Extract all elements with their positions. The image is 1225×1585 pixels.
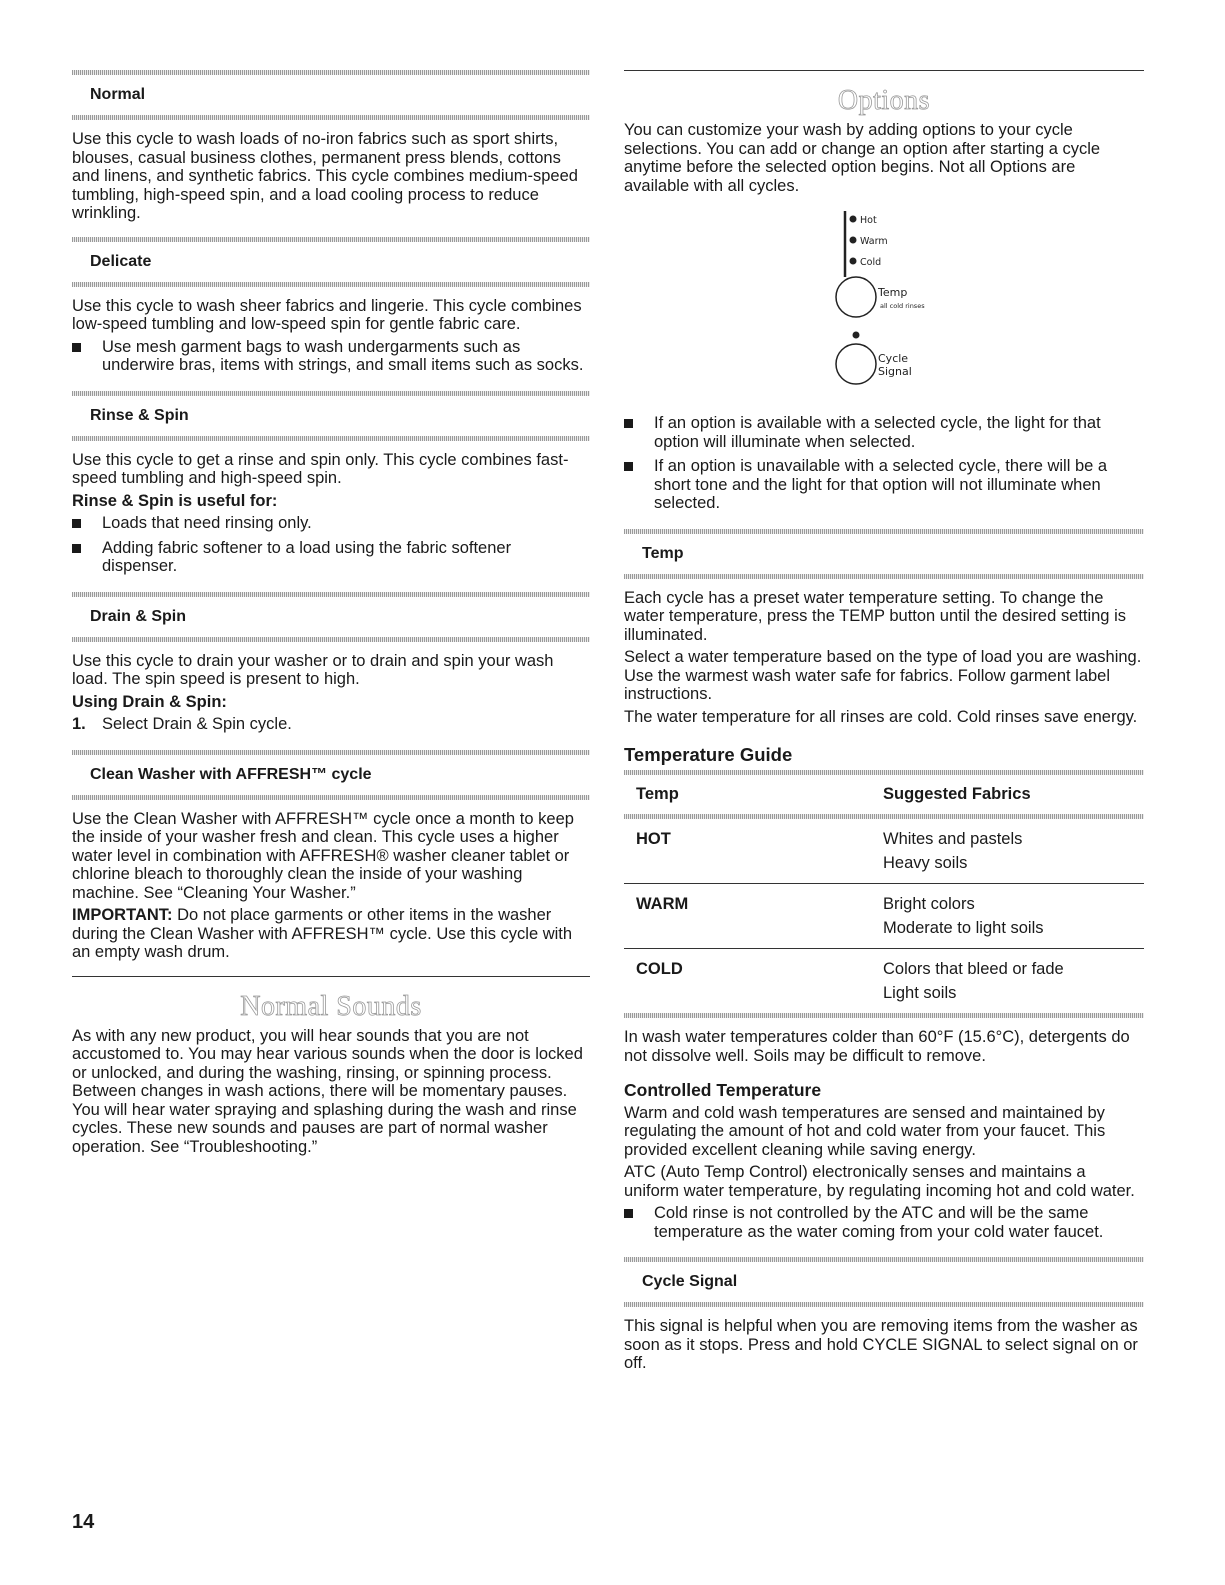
bullet-icon	[72, 343, 81, 352]
page-number: 14	[72, 1511, 95, 1533]
delicate-body: Use this cycle to wash sheer fabrics and lingerie. This cycle combines low-speed tumbling and low-speed spin for gentle fabric care.	[72, 296, 582, 333]
temperature-guide-title: Temperature Guide	[624, 744, 793, 765]
bullet-icon	[624, 419, 633, 428]
list-item: 1. Select Drain & Spin cycle.	[72, 715, 292, 733]
signal-light-icon	[853, 332, 860, 339]
bullet-icon	[72, 519, 81, 528]
cycle-signal-body: This signal is helpful when you are removing items from the washer as soon as it stops. Press and hold CYCLE SIGNAL to select signal on or off.	[624, 1317, 1138, 1372]
controlled-bullets	[624, 1204, 1144, 1241]
clean-washer-important: IMPORTANT: Do not place garments or other items in the washer during the Clean Washer with AFFRESH™ cycle. Use this cycle with an empty wash drum.	[72, 906, 573, 961]
delicate-heading: Delicate	[90, 252, 152, 270]
temp-button-label: Temp	[878, 286, 908, 299]
guide-col-fabrics: Suggested Fabrics	[883, 785, 1031, 803]
temp-paragraph: Each cycle has a preset water temperature setting. To change the water temperature, press the TEMP button until the desired setting is illuminated.	[624, 588, 1126, 644]
cycle-signal-label-1: Cycle	[878, 352, 909, 365]
controlled-temperature-title: Controlled Temperature	[624, 1080, 822, 1100]
control-panel-illustration	[624, 199, 1144, 404]
options-body: You can customize your wash by adding options to your cycle selections. You can add or change an option after starting a cycle anytime before the selected option begins. Not all Options are available with all cycles.	[624, 121, 1101, 195]
list-item: Loads that need rinsing only.	[72, 514, 590, 533]
delicate-bullets	[72, 338, 590, 375]
list-item: If an option is available with a selected cycle, the light for that option will illuminate when selected.	[624, 414, 1144, 451]
table-row: COLD Colors that bleed or fade Light soils	[636, 960, 1064, 1002]
cold-light-icon	[850, 258, 857, 265]
temp-paragraph: Select a water temperature based on the type of load you are washing. Use the warmest wash water safe for fabrics. Follow garment label instructions.	[624, 648, 1142, 703]
bullet-icon	[624, 1209, 633, 1218]
drain-spin-steps	[72, 715, 590, 734]
guide-table-header	[624, 775, 1144, 814]
normal-heading: Normal	[90, 86, 146, 103]
left-column	[72, 70, 590, 1160]
controlled-paragraph: ATC (Auto Temp Control) electronically senses and maintains a uniform water temperature, by regulating incoming hot and cold water.	[624, 1163, 1135, 1200]
controlled-paragraph: Warm and cold wash temperatures are sensed and maintained by regulating the amount of hot and cold water from your faucet. This provided excellent cleaning while saving energy.	[624, 1103, 1106, 1159]
list-item: Use mesh garment bags to wash undergarments such as underwire bras, items with strings, and small items such as socks.	[72, 338, 590, 375]
drain-spin-heading: Drain & Spin	[90, 607, 187, 625]
bullet-icon	[72, 544, 81, 553]
right-column	[624, 70, 1144, 1377]
cycle-signal-label-2: Signal	[878, 365, 912, 378]
list-item: Adding fabric softener to a load using the fabric softener dispenser.	[72, 539, 590, 576]
cycle-signal-heading: Cycle Signal	[642, 1273, 738, 1290]
cycle-signal-button[interactable]	[836, 344, 876, 384]
rinse-spin-body: Use this cycle to get a rinse and spin only. This cycle combines fast-speed tumbling and high-speed spin.	[72, 450, 569, 487]
temp-heading: Temp	[642, 544, 684, 562]
temp-button[interactable]	[836, 277, 876, 317]
clean-washer-body: Use the Clean Washer with AFFRESH™ cycle once a month to keep the inside of your washer fresh and clean. This cycle uses a higher water level in combination with AFFRESH® washer cleaner tablet or chlorine bleach to thoroughly clean the inside of your washing machine. See “Cleaning Your Washer.”	[72, 809, 574, 902]
control-panel-svg	[624, 199, 1144, 404]
rinse-spin-bullets	[72, 514, 590, 576]
hot-light-icon	[850, 216, 857, 223]
warm-light-label: Warm	[860, 236, 888, 247]
normal-body: Use this cycle to wash loads of no-iron fabrics such as sport shirts, blouses, casual business clothes, permanent press blends, cottons and linens, and synthetic fabrics. This cycle combines medium-speed tumbling, high-speed spin, and a load cooling process to reduce wrinkling.	[72, 130, 578, 222]
list-item: Cold rinse is not controlled by the ATC and will be the same temperature as the water coming from your cold water faucet.	[624, 1204, 1144, 1241]
normal-sounds-title: Normal Sounds	[240, 990, 422, 1022]
guide-col-temp: Temp	[636, 785, 679, 803]
bullet-icon	[624, 462, 633, 471]
hot-light-label: Hot	[860, 215, 877, 226]
guide-note: In wash water temperatures colder than 60°F (15.6°C), detergents do not dissolve well. Soils may be difficult to remove.	[624, 1028, 1130, 1065]
clean-washer-heading: Clean Washer with AFFRESH™ cycle	[90, 765, 372, 783]
drain-spin-subhead: Using Drain & Spin:	[72, 692, 227, 711]
rinse-spin-heading: Rinse & Spin	[90, 406, 189, 424]
drain-spin-body: Use this cycle to drain your washer or to drain and spin your wash load. The spin speed is present to high.	[72, 651, 554, 688]
normal-sounds-body: As with any new product, you will hear sounds that you are not accustomed to. You may hear various sounds when the door is locked or unlocked, and during the washing, rinsing, or spinning process. Between changes in wash actions, there will be momentary pauses. You will hear water spraying and splashing during the wash and rinse cycles. These new sounds and pauses are part of normal washer operation. See “Troubleshooting.”	[72, 1026, 583, 1156]
list-item: If an option is unavailable with a selected cycle, there will be a short tone and the light for that option will not illuminate when selected.	[624, 457, 1144, 513]
temp-button-sublabel: all cold rinses	[880, 302, 925, 310]
cold-light-label: Cold	[860, 257, 882, 268]
table-row: WARM Bright colors Moderate to light soils	[636, 895, 1044, 937]
options-title: Options	[837, 85, 931, 116]
options-bullets	[624, 414, 1144, 513]
table-row: HOT Whites and pastels Heavy soils	[636, 830, 1023, 872]
rinse-spin-subhead: Rinse & Spin is useful for:	[72, 491, 278, 510]
warm-light-icon	[850, 237, 857, 244]
temp-paragraph: The water temperature for all rinses are cold. Cold rinses save energy.	[624, 707, 1138, 726]
